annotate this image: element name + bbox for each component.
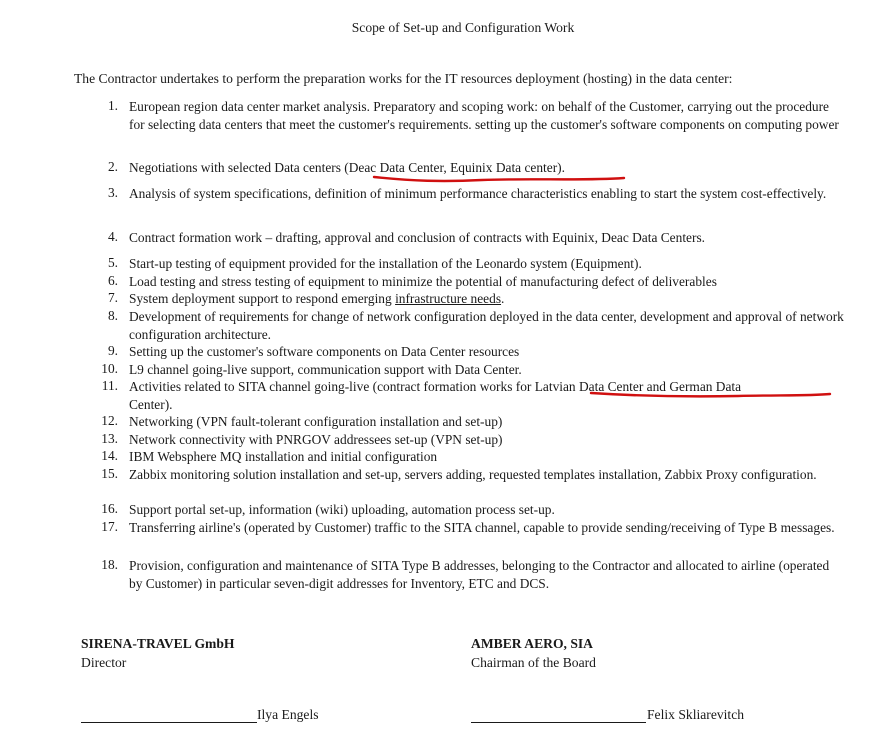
item-number: 18. [101,557,118,572]
item-text: Load testing and stress testing of equipment to minimize the potential of manufacturing defect of deliverables [129,274,717,289]
left-company-name: SIRENA-TRAVEL GmbH [81,636,235,651]
item-number: 3. [107,185,118,200]
item-text: IBM Websphere MQ installation and initial configuration [129,449,438,464]
right-signature-line [471,722,646,723]
item-text: Networking (VPN fault-tolerant configuration installation and set-up) [129,414,503,429]
right-signatory-role: Chairman of the Board [471,655,596,670]
highlighted-text: Deac Data Center, Equinix Data center [348,160,558,175]
item-number: 1. [107,98,118,113]
item-number: 12. [101,413,118,428]
left-signature-line [81,722,257,723]
left-signatory-role: Director [81,655,127,670]
right-signatory-name: Felix Skliarevitch [647,707,745,722]
item-text: Start-up testing of equipment provided for the installation of the Leonardo system (Equipment). [129,256,642,271]
item-text: L9 channel going-live support, communication support with Data Center. [129,362,522,377]
item-text: Zabbix monitoring solution installation and set-up, servers adding, requested templates installation, Zabbix Proxy configuration. [129,467,817,482]
item-text: Negotiations with selected Data centers (Deac Data Center, Equinix Data center). [129,160,565,175]
item-number: 8. [107,308,118,323]
item-text: System deployment support to respond emerging infrastructure needs. [129,291,505,306]
item-text: Contract formation work – drafting, approval and conclusion of contracts with Equinix, Deac Data Centers. [129,230,705,245]
right-company-name: AMBER AERO, SIA [471,636,593,651]
item-text: Provision, configuration and maintenance of SITA Type B addresses, belonging to the Contractor and allocated to airline (operated by Customer) in particular seven-digit addresses for Inventory, ETC and DCS. [129,558,830,591]
item-number: 4. [107,229,118,244]
item-text: Network connectivity with PNRGOV addressees set-up (VPN set-up) [129,432,503,447]
document-title: Scope of Set-up and Configuration Work [351,20,575,35]
item-number: 14. [101,448,118,463]
item-text: Activities related to SITA channel going-live (contract formation works for Latvian Data Center and German Data Center). [129,379,742,412]
item-text: Setting up the customer's software components on Data Center resources [129,344,520,359]
highlighted-text: Latvian Data Center and German Data [534,379,742,394]
item-number: 13. [101,431,118,446]
item-number: 6. [107,273,118,288]
item-text: Support portal set-up, information (wiki) uploading, automation process set-up. [129,502,555,517]
underlined-text: infrastructure needs [395,291,502,306]
item-number: 11. [101,378,118,393]
item-number: 2. [107,159,118,174]
item-text: Development of requirements for change of network configuration deployed in the data center, development and approval of network configuration architecture. [129,309,844,342]
item-number: 17. [101,519,118,534]
item-text: Transferring airline's (operated by Customer) traffic to the SITA channel, capable to provide sending/receiving of Type B messages. [129,520,835,535]
item-text: European region data center market analysis. Preparatory and scoping work: on behalf of the Customer, carrying out the procedure for selecting data centers that meet the customer's requirements. setting up the customer's software components on computing power [129,99,839,132]
item-number: 15. [101,466,118,481]
item-text: Analysis of system specifications, definition of minimum performance characteristics enabling to start the system cost-effectively. [129,186,827,201]
item-number: 10. [101,361,118,376]
left-signatory-name: Ilya Engels [257,707,319,722]
intro-paragraph: The Contractor undertakes to perform the preparation works for the IT resources deployment (hosting) in the data center: [74,71,733,86]
item-number: 9. [107,343,118,358]
item-number: 5. [107,255,118,270]
item-number: 16. [101,501,118,516]
item-number: 7. [107,290,118,305]
